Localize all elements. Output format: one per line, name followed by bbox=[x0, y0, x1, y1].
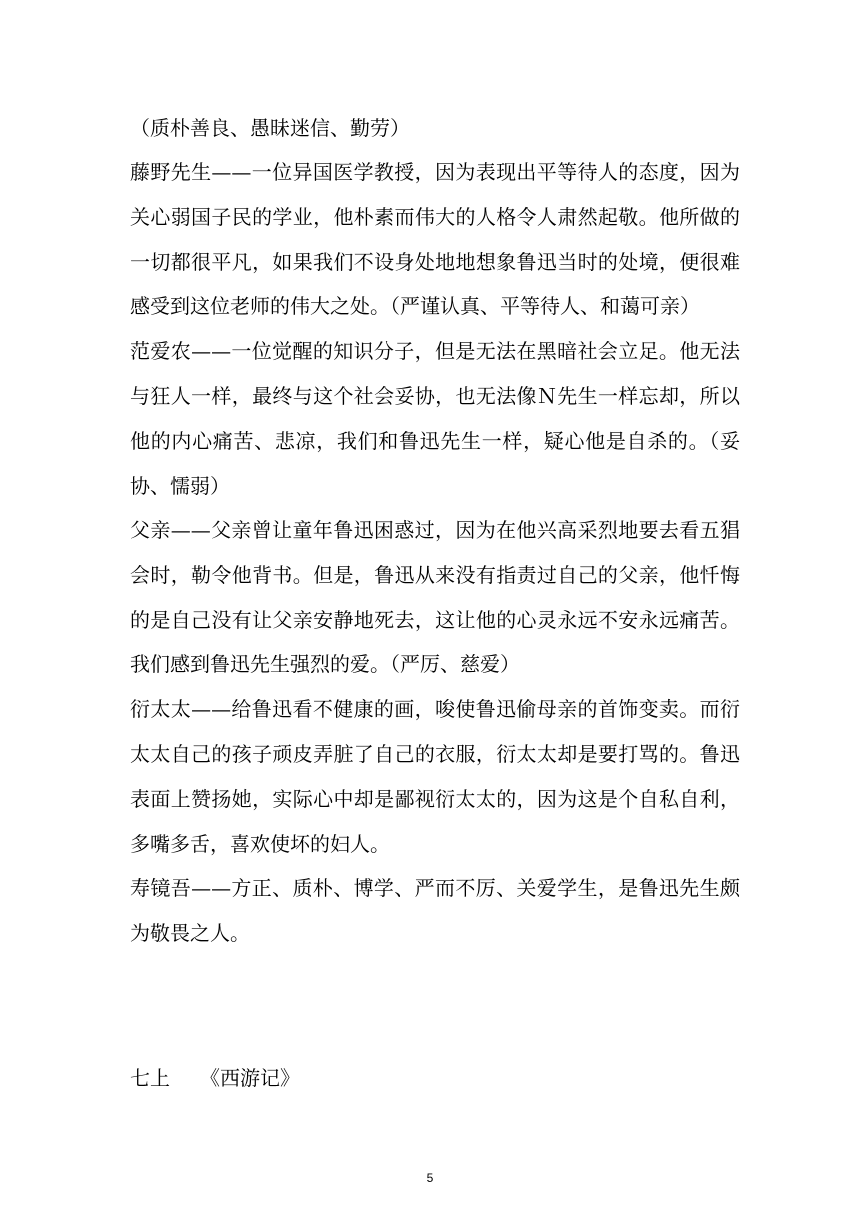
text-line: 感受到这位老师的伟大之处。（严谨认真、平等待人、和蔼可亲） bbox=[130, 294, 700, 318]
text-line: 与狂人一样，最终与这个社会妥协，也无法像Ｎ先生一样忘却，所以 bbox=[130, 384, 740, 408]
text-line: 衍太太——给鲁迅看不健康的画，唆使鲁迅偷母亲的首饰变卖。而衍 bbox=[130, 697, 740, 721]
text-line: 的是自己没有让父亲安静地死去，这让他的心灵永远不安永远痛苦。 bbox=[130, 608, 740, 632]
text-line: 范爱农——一位觉醒的知识分子，但是无法在黑暗社会立足。他无法 bbox=[130, 339, 740, 363]
text-line: 藤野先生——一位异国医学教授，因为表现出平等待人的态度，因为 bbox=[130, 160, 740, 184]
text-line: 寿镜吾——方正、质朴、博学、严而不厉、关爱学生，是鲁迅先生颇 bbox=[130, 876, 740, 900]
text-line: 会时，勒令他背书。但是，鲁迅从来没有指责过自己的父亲，他忏悔 bbox=[130, 563, 740, 587]
text-line: 表面上赞扬她，实际心中却是鄙视衍太太的，因为这是个自私自利， bbox=[130, 787, 740, 811]
text-line: 协、懦弱） bbox=[130, 474, 230, 498]
text-line: 一切都很平凡，如果我们不设身处地地想象鲁迅当时的处境，便很难 bbox=[130, 250, 740, 274]
text-line: 太太自己的孩子顽皮弄脏了自己的衣服，衍太太却是要打骂的。鲁迅 bbox=[130, 742, 740, 766]
text-line: 他的内心痛苦、悲凉，我们和鲁迅先生一样，疑心他是自杀的。（妥 bbox=[130, 429, 740, 453]
section-heading: 七上 《西游记》 bbox=[130, 1066, 300, 1090]
text-line: 为敬畏之人。 bbox=[130, 921, 250, 945]
text-line: 父亲——父亲曾让童年鲁迅困惑过，因为在他兴高采烈地要去看五猖 bbox=[130, 518, 740, 542]
text-line: （质朴善良、愚昧迷信、勤劳） bbox=[130, 116, 410, 140]
page-number: 5 bbox=[426, 1171, 434, 1185]
text-line: 关心弱国子民的学业，他朴素而伟大的人格令人肃然起敬。他所做的 bbox=[130, 205, 740, 229]
text-line: 我们感到鲁迅先生强烈的爱。（严厉、慈爱） bbox=[130, 652, 520, 676]
text-line: 多嘴多舌，喜欢使坏的妇人。 bbox=[130, 832, 390, 856]
